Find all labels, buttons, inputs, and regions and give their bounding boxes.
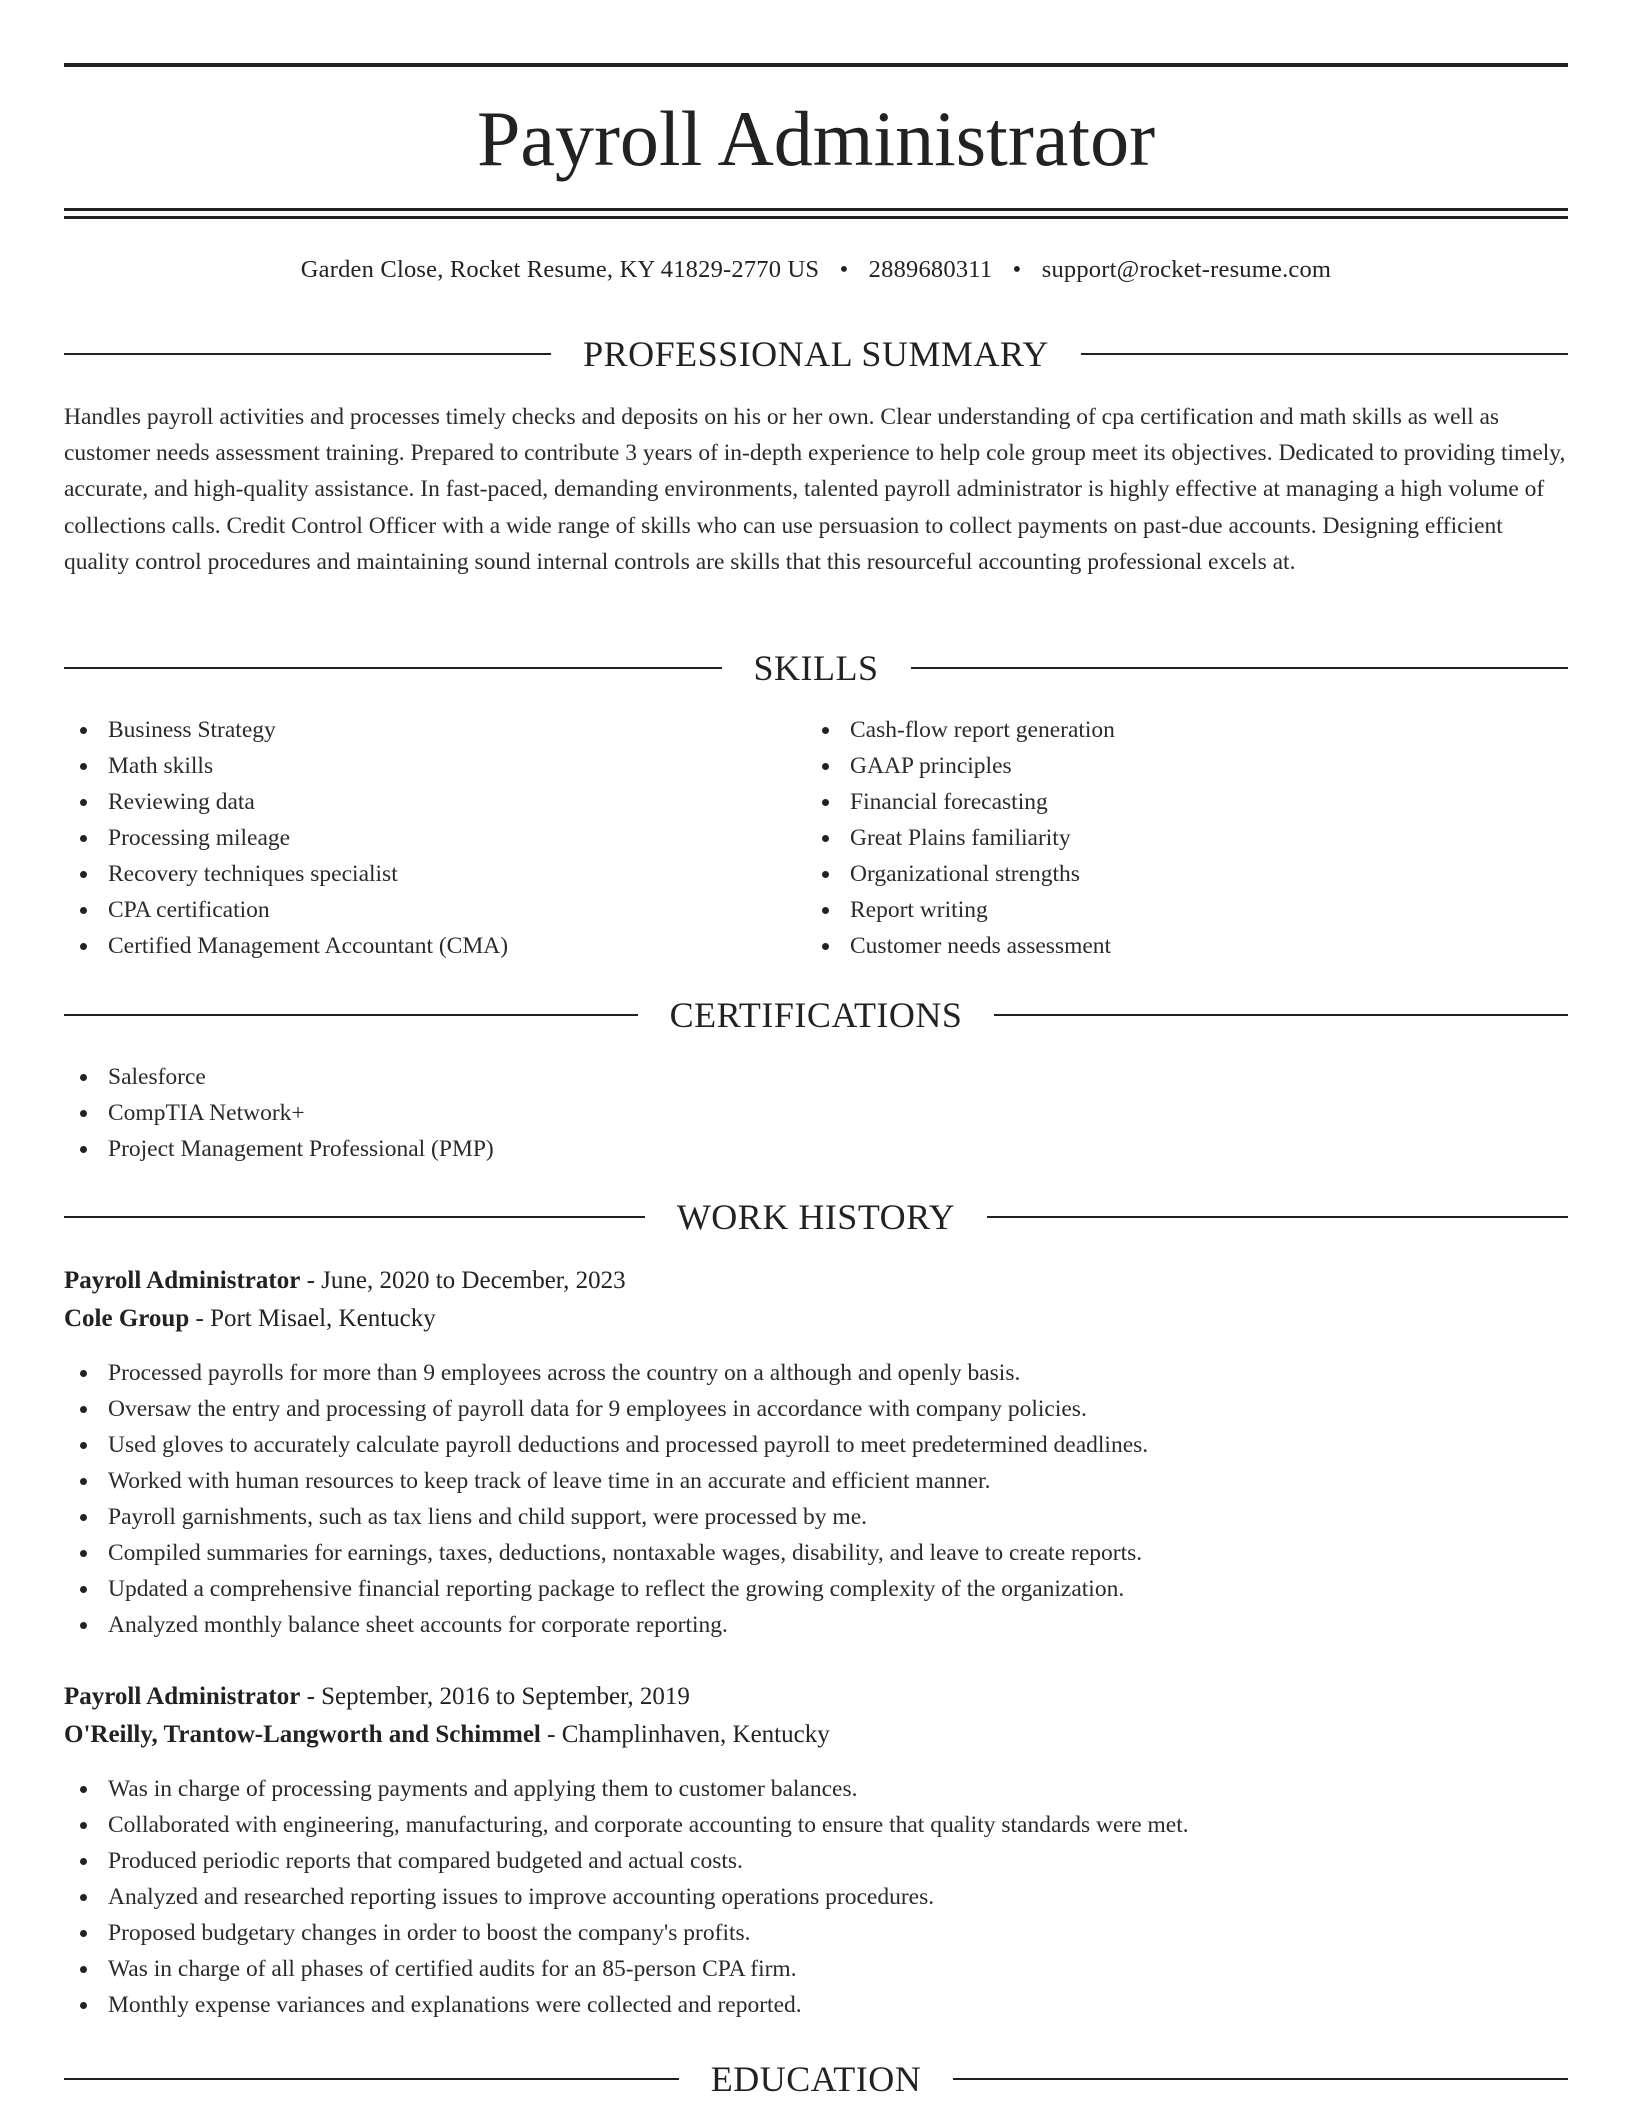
job-duty-item: Oversaw the entry and processing of payroll data for 9 employees in accordance with company policies. [64,1391,1568,1427]
contact-line [64,252,1568,288]
job-company-line [64,1300,1568,1338]
contact-address: Garden Close, Rocket Resume, KY 41829-2770 US [300,256,820,283]
section-title: SKILLS [753,648,879,688]
heading-rule [64,667,722,669]
job-company-line [64,1716,1568,1754]
section-title: EDUCATION [710,2059,922,2099]
job-company: Cole Group [64,1305,190,1332]
job-duty-item: Produced periodic reports that compared budgeted and actual costs. [64,1843,1568,1879]
skill-item: Recovery techniques specialist [64,856,764,892]
job-title: Payroll Administrator [64,1267,301,1294]
job-duty-item: Worked with human resources to keep track of leave time in an accurate and efficient manner. [64,1463,1568,1499]
job-duties-list [64,1771,1568,2023]
section-heading-education [64,2057,1568,2101]
skill-item: Great Plains familiarity [806,820,1506,856]
job-company: O'Reilly, Trantow-Langworth and Schimmel [64,1721,541,1748]
job-duty-item: Analyzed and researched reporting issues to improve accounting operations procedures. [64,1879,1568,1915]
skill-item: Report writing [806,892,1506,928]
certification-item: CompTIA Network+ [64,1095,1064,1131]
job-dates: - September, 2016 to September, 2019 [300,1683,690,1710]
section-title: CERTIFICATIONS [669,995,963,1035]
heading-rule [64,353,551,355]
job-duty-item: Used gloves to accurately calculate payroll deductions and processed payroll to meet predetermined deadlines. [64,1427,1568,1463]
heading-rule [911,667,1569,669]
job-duty-item: Was in charge of all phases of certified audits for an 85-person CPA firm. [64,1951,1568,1987]
job-title: Payroll Administrator [64,1683,301,1710]
job-duty-item: Analyzed monthly balance sheet accounts for corporate reporting. [64,1607,1568,1643]
skills-list-right [806,712,1506,964]
heading-rule [64,1014,638,1016]
skill-item: Cash-flow report generation [806,712,1506,748]
skill-item: Processing mileage [64,820,764,856]
contact-email: support@rocket-resume.com [1041,256,1332,283]
job-title-line [64,1678,1568,1716]
heading-rule [1081,353,1568,355]
job-duty-item: Processed payrolls for more than 9 employees across the country on a although and openly basis. [64,1355,1568,1391]
summary-text: Handles payroll activities and processes timely checks and deposits on his or her own. Clear understanding of cpa certification and math skills as well as customer needs assessment training. Prepared to contribute 3 years of in-depth experience to help cole group meet its objectives. Dedicated to providing timely, accurate, and high-quality assistance. In fast-paced, demanding environments, talented payroll administrator is highly effective at managing a high volume of collections calls. Credit Control Officer with a wide range of skills who can use persuasion to collect payments on past-due accounts. Designing efficient quality control procedures and maintaining sound internal controls are skills that this resourceful accounting professional excels at. [64,404,1566,575]
skills-list-left [64,712,764,964]
job-duty-item: Monthly expense variances and explanations were collected and reported. [64,1987,1568,2023]
heading-rule [64,2078,679,2080]
job-duties-list [64,1355,1568,1643]
skill-item: Financial forecasting [806,784,1506,820]
section-heading-certifications [64,993,1568,1037]
job-duty-item: Collaborated with engineering, manufacturing, and corporate accounting to ensure that quality standards were met. [64,1807,1568,1843]
skill-item: Reviewing data [64,784,764,820]
certifications-list [64,1059,1064,1167]
job-duty-item: Payroll garnishments, such as tax liens and child support, were processed by me. [64,1499,1568,1535]
resume-title: Payroll Administrator [476,95,1156,182]
certification-item: Project Management Professional (PMP) [64,1131,1064,1167]
skill-item: Certified Management Accountant (CMA) [64,928,764,964]
heading-rule [64,1216,645,1218]
job-location: - Champlinhaven, Kentucky [540,1721,830,1748]
contact-phone: 2889680311 [868,256,993,283]
contact-separator: • [1012,256,1022,283]
section-heading-work-history [64,1195,1568,1239]
section-heading-summary [64,332,1568,376]
job-dates: - June, 2020 to December, 2023 [300,1267,626,1294]
section-title: PROFESSIONAL SUMMARY [583,334,1049,374]
job-duty-item: Was in charge of processing payments and applying them to customer balances. [64,1771,1568,1807]
job-duty-item: Proposed budgetary changes in order to boost the company's profits. [64,1915,1568,1951]
skill-item: Organizational strengths [806,856,1506,892]
section-title: WORK HISTORY [676,1197,956,1237]
skill-item: CPA certification [64,892,764,928]
certification-item: Salesforce [64,1059,1064,1095]
top-rule [64,63,1568,67]
job-title-line [64,1262,1568,1300]
job-location: - Port Misael, Kentucky [189,1305,436,1332]
title-double-rule [64,208,1568,219]
contact-separator: • [839,256,849,283]
skill-item: GAAP principles [806,748,1506,784]
skill-item: Math skills [64,748,764,784]
heading-rule [987,1216,1568,1218]
heading-rule [953,2078,1568,2080]
section-heading-skills [64,646,1568,690]
skill-item: Business Strategy [64,712,764,748]
skill-item: Customer needs assessment [806,928,1506,964]
heading-rule [994,1014,1568,1016]
job-duty-item: Compiled summaries for earnings, taxes, deductions, nontaxable wages, disability, and leave to create reports. [64,1535,1568,1571]
job-duty-item: Updated a comprehensive financial reporting package to reflect the growing complexity of the organization. [64,1571,1568,1607]
